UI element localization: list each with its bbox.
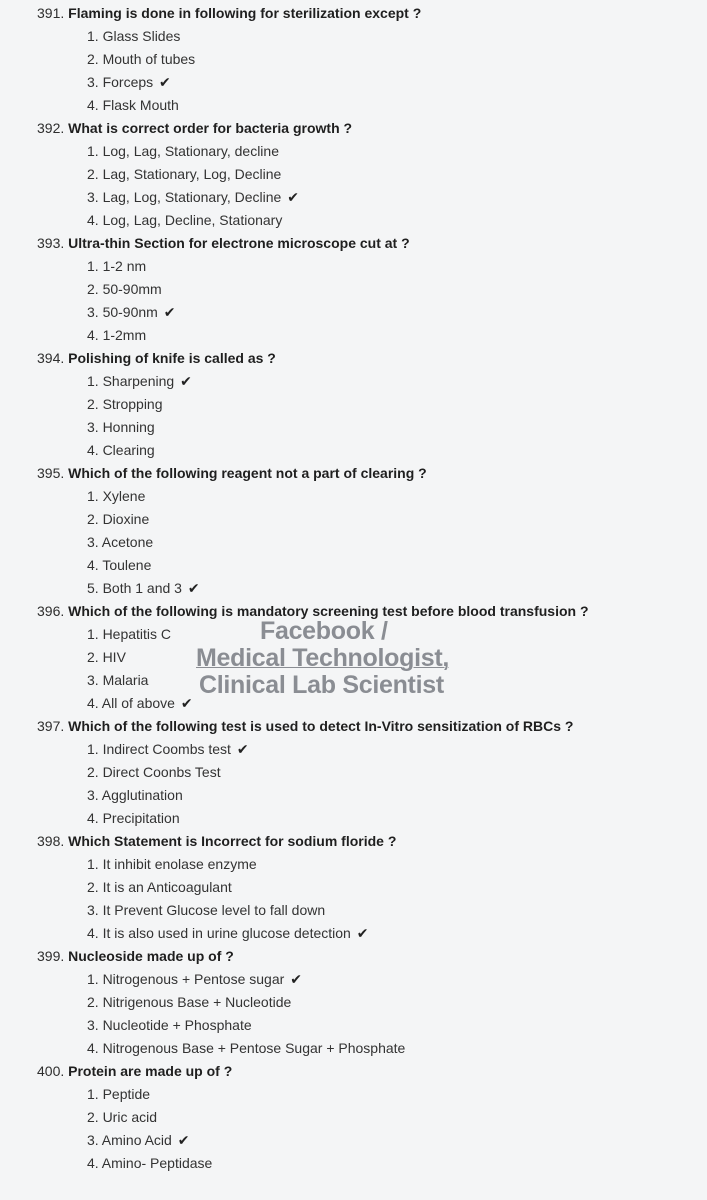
- option-label: 2. Uric acid: [87, 1109, 158, 1125]
- answer-option: [0, 761, 707, 784]
- option-label: 5. Both 1 and 3: [87, 580, 182, 596]
- answer-option: [0, 991, 707, 1014]
- question-line: [0, 117, 707, 140]
- answer-option: [0, 554, 707, 577]
- answer-option: [0, 324, 707, 347]
- answer-option: [0, 301, 707, 324]
- option-label: 1. Indirect Coombs test: [87, 741, 231, 757]
- option-label: 3. Agglutination: [87, 787, 183, 803]
- question-line: [0, 462, 707, 485]
- answer-option: [0, 439, 707, 462]
- watermark-line-2: Medical Technologist,: [196, 644, 449, 672]
- question-text: Which of the following is mandatory screening test before blood transfusion ?: [68, 603, 589, 619]
- option-label: 3. Forceps: [87, 74, 154, 90]
- option-label: 2. Dioxine: [87, 511, 150, 527]
- question-block: [0, 715, 707, 830]
- question-text: Which of the following reagent not a part of clearing ?: [68, 465, 427, 481]
- option-label: 2. It is an Anticoagulant: [87, 879, 232, 895]
- option-label: 4. Log, Lag, Decline, Stationary: [87, 212, 283, 228]
- option-label: 2. Lag, Stationary, Log, Decline: [87, 166, 282, 182]
- answer-option: [0, 163, 707, 186]
- watermark-line-3: Clinical Lab Scientist: [199, 671, 444, 699]
- answer-option: [0, 278, 707, 301]
- question-number: 399.: [37, 948, 65, 964]
- question-block: [0, 1060, 707, 1175]
- answer-option: [0, 209, 707, 232]
- answer-option: [0, 1037, 707, 1060]
- option-label: 4. All of above: [87, 695, 175, 711]
- answer-option: [0, 1152, 707, 1175]
- option-label: 4. 1-2mm: [87, 327, 147, 343]
- answer-option: [0, 738, 707, 761]
- option-label: 1. Log, Lag, Stationary, decline: [87, 143, 279, 159]
- option-label: 3. Acetone: [87, 534, 154, 550]
- question-text: Flaming is done in following for sterilization except ?: [68, 5, 422, 21]
- answer-option: [0, 416, 707, 439]
- answer-option: [0, 508, 707, 531]
- question-text: Nucleoside made up of ?: [68, 948, 234, 964]
- answer-option: [0, 853, 707, 876]
- question-list: [0, 2, 707, 1175]
- option-label: 1. Hepatitis C: [87, 626, 172, 642]
- question-number: 393.: [37, 235, 65, 251]
- option-label: 2. Stropping: [87, 396, 163, 412]
- option-label: 4. It is also used in urine glucose detection: [87, 925, 351, 941]
- option-label: 3. Amino Acid: [87, 1132, 172, 1148]
- answer-option: [0, 577, 707, 600]
- answer-option: [0, 922, 707, 945]
- option-label: 4. Amino- Peptidase: [87, 1155, 213, 1171]
- option-label: 3. 50-90nm: [87, 304, 158, 320]
- option-label: 3. Nucleotide + Phosphate: [87, 1017, 252, 1033]
- question-block: [0, 117, 707, 232]
- question-text: Which Statement is Incorrect for sodium floride ?: [68, 833, 397, 849]
- check-mark-icon: ✔: [159, 74, 171, 90]
- question-text: Protein are made up of ?: [68, 1063, 233, 1079]
- answer-option: [0, 531, 707, 554]
- option-label: 3. Malaria: [87, 672, 149, 688]
- answer-option: [0, 876, 707, 899]
- answer-option: [0, 1083, 707, 1106]
- answer-option: [0, 48, 707, 71]
- answer-option: [0, 255, 707, 278]
- answer-option: [0, 140, 707, 163]
- option-label: 2. Direct Coonbs Test: [87, 764, 221, 780]
- option-label: 4. Clearing: [87, 442, 155, 458]
- option-label: 1. Xylene: [87, 488, 146, 504]
- option-label: 3. Lag, Log, Stationary, Decline: [87, 189, 282, 205]
- check-mark-icon: ✔: [287, 189, 299, 205]
- question-text: Which of the following test is used to detect In-Vitro sensitization of RBCs ?: [68, 718, 574, 734]
- question-number: 391.: [37, 5, 65, 21]
- option-label: 1. It inhibit enolase enzyme: [87, 856, 257, 872]
- answer-option: [0, 1106, 707, 1129]
- answer-option: [0, 485, 707, 508]
- option-label: 1. Glass Slides: [87, 28, 181, 44]
- answer-option: [0, 370, 707, 393]
- question-block: [0, 945, 707, 1060]
- option-label: 2. 50-90mm: [87, 281, 162, 297]
- question-number: 392.: [37, 120, 65, 136]
- question-text: Ultra-thin Section for electrone microscope cut at ?: [68, 235, 410, 251]
- answer-option: [0, 807, 707, 830]
- check-mark-icon: ✔: [180, 373, 192, 389]
- question-block: [0, 2, 707, 117]
- question-block: [0, 462, 707, 600]
- option-label: 1. Nitrogenous + Pentose sugar: [87, 971, 285, 987]
- watermark: [196, 618, 466, 699]
- question-line: [0, 232, 707, 255]
- question-number: 394.: [37, 350, 65, 366]
- answer-option: [0, 899, 707, 922]
- option-label: 4. Flask Mouth: [87, 97, 179, 113]
- question-number: 395.: [37, 465, 65, 481]
- check-mark-icon: ✔: [180, 695, 193, 711]
- option-label: 3. It Prevent Glucose level to fall down: [87, 902, 326, 918]
- question-number: 396.: [37, 603, 65, 619]
- check-mark-icon: ✔: [290, 971, 302, 987]
- check-mark-icon: ✔: [236, 741, 249, 757]
- answer-option: [0, 393, 707, 416]
- question-number: 397.: [37, 718, 65, 734]
- answer-option: [0, 94, 707, 117]
- question-line: [0, 715, 707, 738]
- check-mark-icon: ✔: [356, 925, 369, 941]
- answer-option: [0, 784, 707, 807]
- check-mark-icon: ✔: [163, 304, 176, 320]
- question-line: [0, 347, 707, 370]
- question-text: What is correct order for bacteria growth ?: [68, 120, 353, 136]
- option-label: 1. Sharpening: [87, 373, 175, 389]
- question-number: 400.: [37, 1063, 65, 1079]
- question-line: [0, 2, 707, 25]
- answer-option: [0, 968, 707, 991]
- question-line: [0, 945, 707, 968]
- option-label: 4. Precipitation: [87, 810, 180, 826]
- answer-option: [0, 1014, 707, 1037]
- option-label: 2. HIV: [87, 649, 126, 665]
- question-block: [0, 232, 707, 347]
- question-line: [0, 1060, 707, 1083]
- answer-option: [0, 186, 707, 209]
- option-label: 2. Nitrigenous Base + Nucleotide: [87, 994, 292, 1010]
- answer-option: [0, 25, 707, 48]
- option-label: 2. Mouth of tubes: [87, 51, 196, 67]
- option-label: 1. 1-2 nm: [87, 258, 147, 274]
- option-label: 4. Toulene: [87, 557, 152, 573]
- watermark-line-1: Facebook /: [260, 617, 388, 645]
- answer-option: [0, 71, 707, 94]
- answer-option: [0, 1129, 707, 1152]
- option-label: 1. Peptide: [87, 1086, 151, 1102]
- option-label: 3. Honning: [87, 419, 155, 435]
- option-label: 4. Nitrogenous Base + Pentose Sugar + Phosphate: [87, 1040, 406, 1056]
- question-block: [0, 830, 707, 945]
- question-number: 398.: [37, 833, 65, 849]
- question-text: Polishing of knife is called as ?: [68, 350, 276, 366]
- question-line: [0, 830, 707, 853]
- check-mark-icon: ✔: [187, 580, 200, 596]
- question-block: [0, 347, 707, 462]
- check-mark-icon: ✔: [177, 1132, 190, 1148]
